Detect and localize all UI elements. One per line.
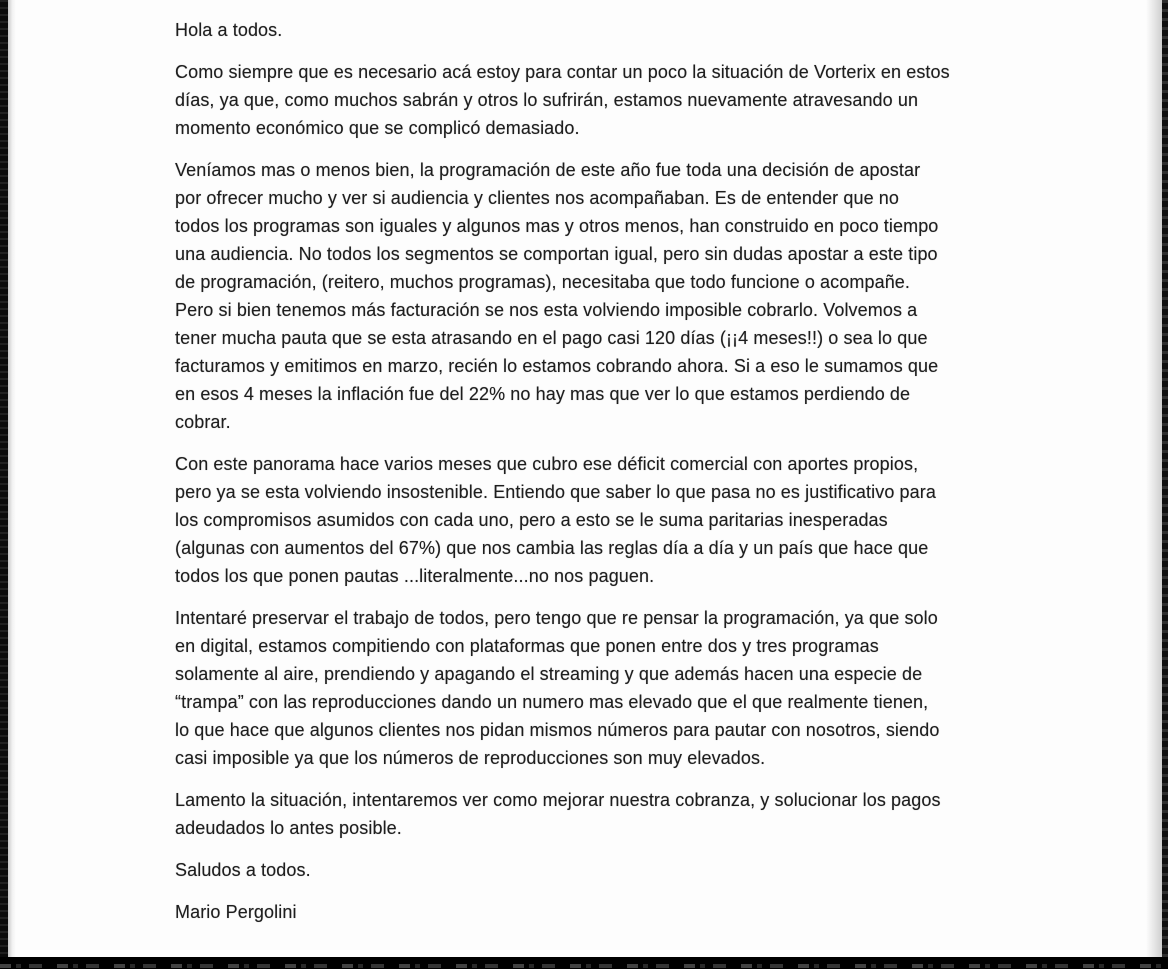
text-line: solamente al aire, prendiendo y apagando el streaming y que además hacen una especie de	[175, 664, 923, 684]
text-line: Pero si bien tenemos más facturación se nos esta volviendo imposible cobrarlo. Volvemos a	[175, 300, 918, 320]
letter-body	[175, 16, 1025, 940]
text-line: casi imposible ya que los números de reproducciones son muy elevados.	[175, 748, 766, 768]
paragraph	[175, 604, 1025, 772]
text-line: días, ya que, como muchos sabrán y otros lo sufrirán, estamos nuevamente atravesando un	[175, 90, 919, 110]
closing	[175, 856, 1025, 884]
scan-edge-left	[0, 0, 8, 969]
text-line: todos los programas son iguales y algunos mas y otros menos, han construido en poco tiempo	[175, 216, 939, 236]
text-line: los compromisos asumidos con cada uno, pero a esto se le suma paritarias inesperadas	[175, 510, 888, 530]
text-line: Intentaré preservar el trabajo de todos, pero tengo que re pensar la programación, ya que solo	[175, 608, 938, 628]
text-line: Veníamos mas o menos bien, la programación de este año fue toda una decisión de apostar	[175, 160, 921, 180]
text-line: pero ya se esta volviendo insostenible. Entiendo que saber lo que pasa no es justificativo para	[175, 482, 936, 502]
text-line: en digital, estamos compitiendo con plataformas que ponen entre dos y tres programas	[175, 636, 879, 656]
text-line: por ofrecer mucho y ver si audiencia y clientes nos acompañaban. Es de entender que no	[175, 188, 900, 208]
paragraphs-container	[175, 58, 1025, 842]
greeting	[175, 16, 1025, 44]
scan-noise	[0, 964, 1168, 968]
text-line: Con este panorama hace varios meses que cubro ese déficit comercial con aportes propios,	[175, 454, 919, 474]
paragraph	[175, 786, 1025, 842]
text-line: Mario Pergolini	[175, 902, 297, 922]
text-line: Saludos a todos.	[175, 860, 311, 880]
text-line: adeudados lo antes posible.	[175, 818, 402, 838]
text-line: facturamos y emitimos en marzo, recién lo estamos cobrando ahora. Si a eso le sumamos que	[175, 356, 939, 376]
text-line: Lamento la situación, intentaremos ver como mejorar nuestra cobranza, y solucionar los pagos	[175, 790, 941, 810]
text-line: en esos 4 meses la inflación fue del 22% no hay mas que ver lo que estamos perdiendo de	[175, 384, 911, 404]
text-line: (algunas con aumentos del 67%) que nos cambia las reglas día a día y un país que hace que	[175, 538, 929, 558]
paragraph	[175, 58, 1025, 142]
text-line: de programación, (reitero, muchos programas), necesitaba que todo funcione o acompañe.	[175, 272, 911, 292]
paragraph	[175, 156, 1025, 436]
text-line: “trampa” con las reproducciones dando un numero mas elevado que el que realmente tienen,	[175, 692, 929, 712]
text-line: cobrar.	[175, 412, 231, 432]
signature	[175, 898, 1025, 926]
page-edge-shadow-right	[1146, 0, 1162, 969]
text-line: momento económico que se complicó demasiado.	[175, 118, 580, 138]
scan-edge-right	[1162, 0, 1168, 969]
page-edge-shadow-left	[8, 0, 16, 969]
text-line: tener mucha pauta que se esta atrasando en el pago casi 120 días (¡¡4 meses!!) o sea lo que	[175, 328, 928, 348]
paragraph	[175, 450, 1025, 590]
text-line: Hola a todos.	[175, 20, 283, 40]
text-line: Como siempre que es necesario acá estoy para contar un poco la situación de Vorterix en estos	[175, 62, 950, 82]
text-line: una audiencia. No todos los segmentos se comportan igual, pero sin dudas apostar a este tipo	[175, 244, 938, 264]
text-line: todos los que ponen pautas ...literalmente...no nos paguen.	[175, 566, 655, 586]
scan-edge-bottom	[0, 957, 1168, 969]
text-line: lo que hace que algunos clientes nos pidan mismos números para pautar con nosotros, siendo	[175, 720, 940, 740]
